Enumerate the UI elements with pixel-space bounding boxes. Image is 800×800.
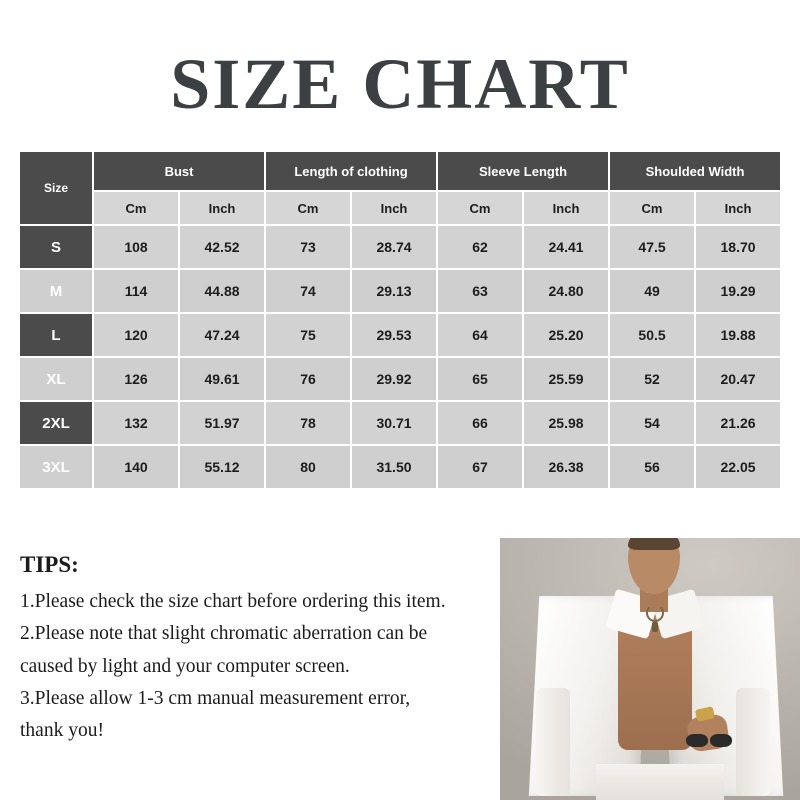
tips-line: 3.Please allow 1-3 cm manual measurement error, (20, 687, 411, 709)
pendant-icon (652, 622, 658, 632)
cell-shoulder-cm: 50.5 (609, 313, 695, 357)
table-unit-header-row (19, 191, 781, 225)
cell-shoulder-cm: 52 (609, 357, 695, 401)
tips-line: 2.Please note that slight chromatic aberration can be (20, 623, 428, 645)
cell-size: S (19, 225, 93, 269)
cell-shoulder-inch: 19.29 (695, 269, 781, 313)
table-row (19, 357, 781, 401)
cell-shoulder-inch: 20.47 (695, 357, 781, 401)
header-shoulded-width: Shoulded Width (609, 151, 781, 191)
cell-shoulder-inch: 21.26 (695, 401, 781, 445)
tips-section (20, 552, 510, 749)
cell-bust-cm: 120 (93, 313, 179, 357)
cell-bust-cm: 126 (93, 357, 179, 401)
cell-shoulder-inch: 18.70 (695, 225, 781, 269)
cell-length-cm: 75 (265, 313, 351, 357)
cell-length-inch: 31.50 (351, 445, 437, 489)
unit-shoulder-cm: Cm (609, 191, 695, 225)
cell-bust-cm: 140 (93, 445, 179, 489)
model-hair (628, 538, 680, 550)
sunglasses-lens-right (710, 734, 732, 747)
unit-sleeve-inch: Inch (523, 191, 609, 225)
table-row (19, 225, 781, 269)
cell-shoulder-cm: 54 (609, 401, 695, 445)
unit-length-inch: Inch (351, 191, 437, 225)
cell-bust-inch: 49.61 (179, 357, 265, 401)
cell-length-cm: 80 (265, 445, 351, 489)
cell-bust-cm: 132 (93, 401, 179, 445)
cell-size: 2XL (19, 401, 93, 445)
table-row (19, 445, 781, 489)
model-pants (596, 764, 724, 800)
cell-bust-inch: 51.97 (179, 401, 265, 445)
table-row (19, 269, 781, 313)
header-size: Size (19, 151, 93, 225)
cell-sleeve-inch: 25.98 (523, 401, 609, 445)
cell-sleeve-inch: 26.38 (523, 445, 609, 489)
cell-size: XL (19, 357, 93, 401)
cell-sleeve-cm: 66 (437, 401, 523, 445)
cell-sleeve-inch: 25.59 (523, 357, 609, 401)
cell-size: L (19, 313, 93, 357)
sunglasses-lens-left (686, 734, 708, 747)
cell-bust-inch: 47.24 (179, 313, 265, 357)
cell-length-inch: 29.13 (351, 269, 437, 313)
cell-sleeve-cm: 63 (437, 269, 523, 313)
cell-bust-inch: 55.12 (179, 445, 265, 489)
cell-sleeve-cm: 64 (437, 313, 523, 357)
cell-size: 3XL (19, 445, 93, 489)
cell-length-inch: 30.71 (351, 401, 437, 445)
necklace-icon (646, 604, 664, 622)
header-bust: Bust (93, 151, 265, 191)
cell-length-inch: 29.53 (351, 313, 437, 357)
unit-bust-inch: Inch (179, 191, 265, 225)
cell-size: M (19, 269, 93, 313)
tips-line: 1.Please check the size chart before ordering this item. (20, 591, 446, 612)
table-row (19, 313, 781, 357)
unit-length-cm: Cm (265, 191, 351, 225)
table-row (19, 401, 781, 445)
header-length-of-clothing: Length of clothing (265, 151, 437, 191)
size-chart-table (18, 150, 782, 490)
size-chart-table-wrapper (18, 150, 782, 490)
cell-sleeve-cm: 62 (437, 225, 523, 269)
cell-sleeve-cm: 67 (437, 445, 523, 489)
cell-length-cm: 74 (265, 269, 351, 313)
cell-bust-inch: 42.52 (179, 225, 265, 269)
cell-bust-cm: 114 (93, 269, 179, 313)
cell-length-cm: 73 (265, 225, 351, 269)
cell-length-inch: 29.92 (351, 357, 437, 401)
product-model-photo (500, 538, 800, 800)
cell-shoulder-inch: 22.05 (695, 445, 781, 489)
page-title: SIZE CHART (170, 44, 630, 124)
cell-bust-inch: 44.88 (179, 269, 265, 313)
cell-sleeve-inch: 24.41 (523, 225, 609, 269)
tips-heading: TIPS: (20, 552, 79, 577)
table-group-header-row (19, 151, 781, 191)
cell-sleeve-cm: 65 (437, 357, 523, 401)
cell-bust-cm: 108 (93, 225, 179, 269)
unit-shoulder-inch: Inch (695, 191, 781, 225)
sunglasses-icon (686, 734, 732, 750)
tips-line: caused by light and your computer screen. (20, 655, 350, 677)
shirt-sleeve-right (736, 688, 770, 796)
cell-length-cm: 78 (265, 401, 351, 445)
cell-shoulder-cm: 56 (609, 445, 695, 489)
tips-line: thank you! (20, 720, 104, 742)
cell-sleeve-inch: 25.20 (523, 313, 609, 357)
cell-shoulder-cm: 47.5 (609, 225, 695, 269)
unit-bust-cm: Cm (93, 191, 179, 225)
shirt-sleeve-left (536, 688, 570, 796)
cell-sleeve-inch: 24.80 (523, 269, 609, 313)
cell-shoulder-inch: 19.88 (695, 313, 781, 357)
cell-length-cm: 76 (265, 357, 351, 401)
cell-shoulder-cm: 49 (609, 269, 695, 313)
header-sleeve-length: Sleeve Length (437, 151, 609, 191)
unit-sleeve-cm: Cm (437, 191, 523, 225)
cell-length-inch: 28.74 (351, 225, 437, 269)
